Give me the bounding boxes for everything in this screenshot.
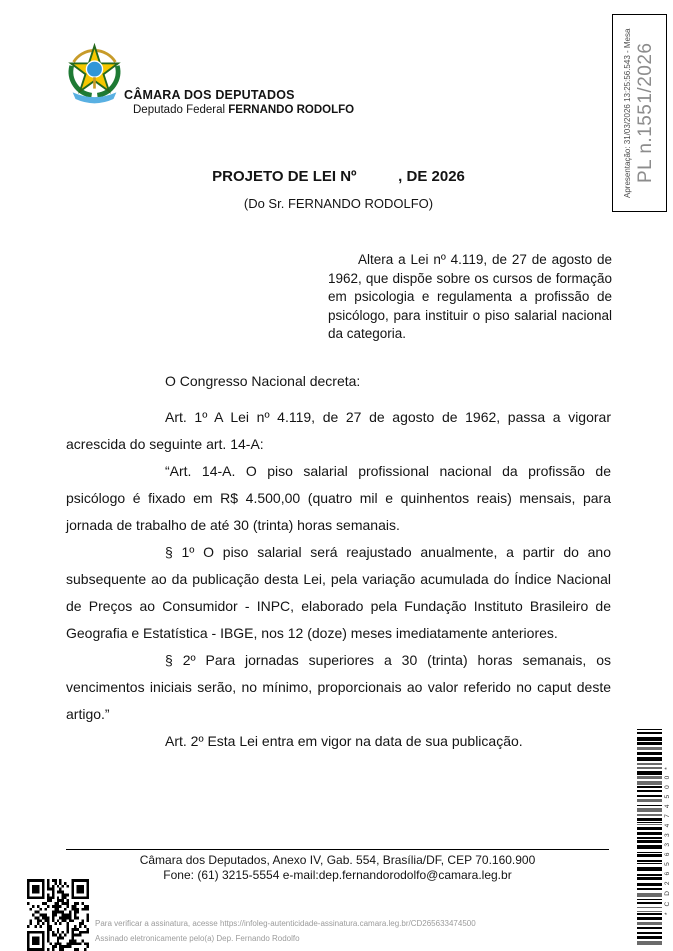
presentation-stamp: [612, 14, 667, 212]
title-block: [66, 168, 611, 211]
bill-body: [66, 368, 611, 755]
footer-address: Câmara dos Deputados, Anexo IV, Gab. 554, Brasília/DF, CEP 70.160.900: [139, 853, 536, 867]
deputy-line: [133, 104, 354, 116]
footer: [66, 853, 609, 882]
body-paragraph-par2: § 2º Para jornadas superiores a 30 (trinta) horas semanais, os vencimentos iniciais serão, no mínimo, proporcionais ao valor referido no caput deste artigo.”: [66, 652, 611, 722]
brazil-coat-of-arms-icon: [66, 43, 123, 104]
signature-verify-text: Para verificar a assinatura, acesse https://infoleg-autenticidade-assinatura.camara.leg.br/CD265633474500: [95, 919, 476, 928]
body-paragraph-art2: Art. 2º Esta Lei entra em vigor na data de sua publicação.: [165, 733, 523, 749]
document-title: PROJETO DE LEI Nº , DE 2026: [212, 168, 465, 185]
organization-name: CÂMARA DOS DEPUTADOS: [124, 88, 295, 102]
body-paragraph-par1: § 1º O piso salarial será reajustado anualmente, a partir do ano subsequente ao da publicação desta Lei, pela variação acumulada do Índice Nacional de Preços ao Consumidor - INPC, elaborado pela Fundação Instituto Brasileiro de Geografia e Estatística - IBGE, nos 12 (doze) meses imediatamente anteriores.: [66, 544, 611, 641]
ementa: Altera a Lei nº 4.119, de 27 de agosto de 1962, que dispõe sobre os cursos de formação em psicologia e regulamenta a profissão de psicólogo, para instituir o piso salarial nacional da categoria.: [328, 252, 612, 342]
stamp-bill-id: PL n.1551/2026: [634, 42, 656, 184]
barcode-bars: [637, 729, 662, 948]
stamp-presentation-text: Apresentação: 31/03/2026 13:25:56.543 - Mesa: [622, 28, 632, 198]
signature-block: [95, 916, 476, 946]
coat-of-arms-logo: [66, 43, 123, 105]
deputy-name: FERNANDO RODOLFO: [228, 104, 355, 116]
body-paragraph-art1: Art. 1º A Lei nº 4.119, de 27 de agosto de 1962, passa a vigorar acrescida do seguinte art. 14-A:: [66, 409, 611, 452]
barcode-text: *CD265633474500*: [664, 761, 671, 916]
barcode: [637, 729, 671, 948]
qr-code: [27, 879, 89, 951]
footer-contact: Fone: (61) 3215-5554 e-mail:dep.fernandorodolfo@camara.leg.br: [163, 867, 512, 882]
body-paragraph-art14a: “Art. 14-A. O piso salarial profissional nacional da profissão de psicólogo é fixado em R$ 4.500,00 (quatro mil e quinhentos reais) mensais, para jornada de trabalho de até 30 (trinta) horas semanais.: [66, 463, 611, 533]
letterhead: [124, 88, 354, 116]
body-paragraph-decreta: O Congresso Nacional decreta:: [165, 373, 361, 389]
footer-divider: [66, 849, 609, 850]
signature-signed-text: Assinado eletronicamente pelo(a) Dep. Fernando Rodolfo: [95, 934, 300, 943]
deputy-prefix: Deputado Federal: [133, 104, 229, 116]
author-line: (Do Sr. FERNANDO RODOLFO): [243, 196, 434, 211]
